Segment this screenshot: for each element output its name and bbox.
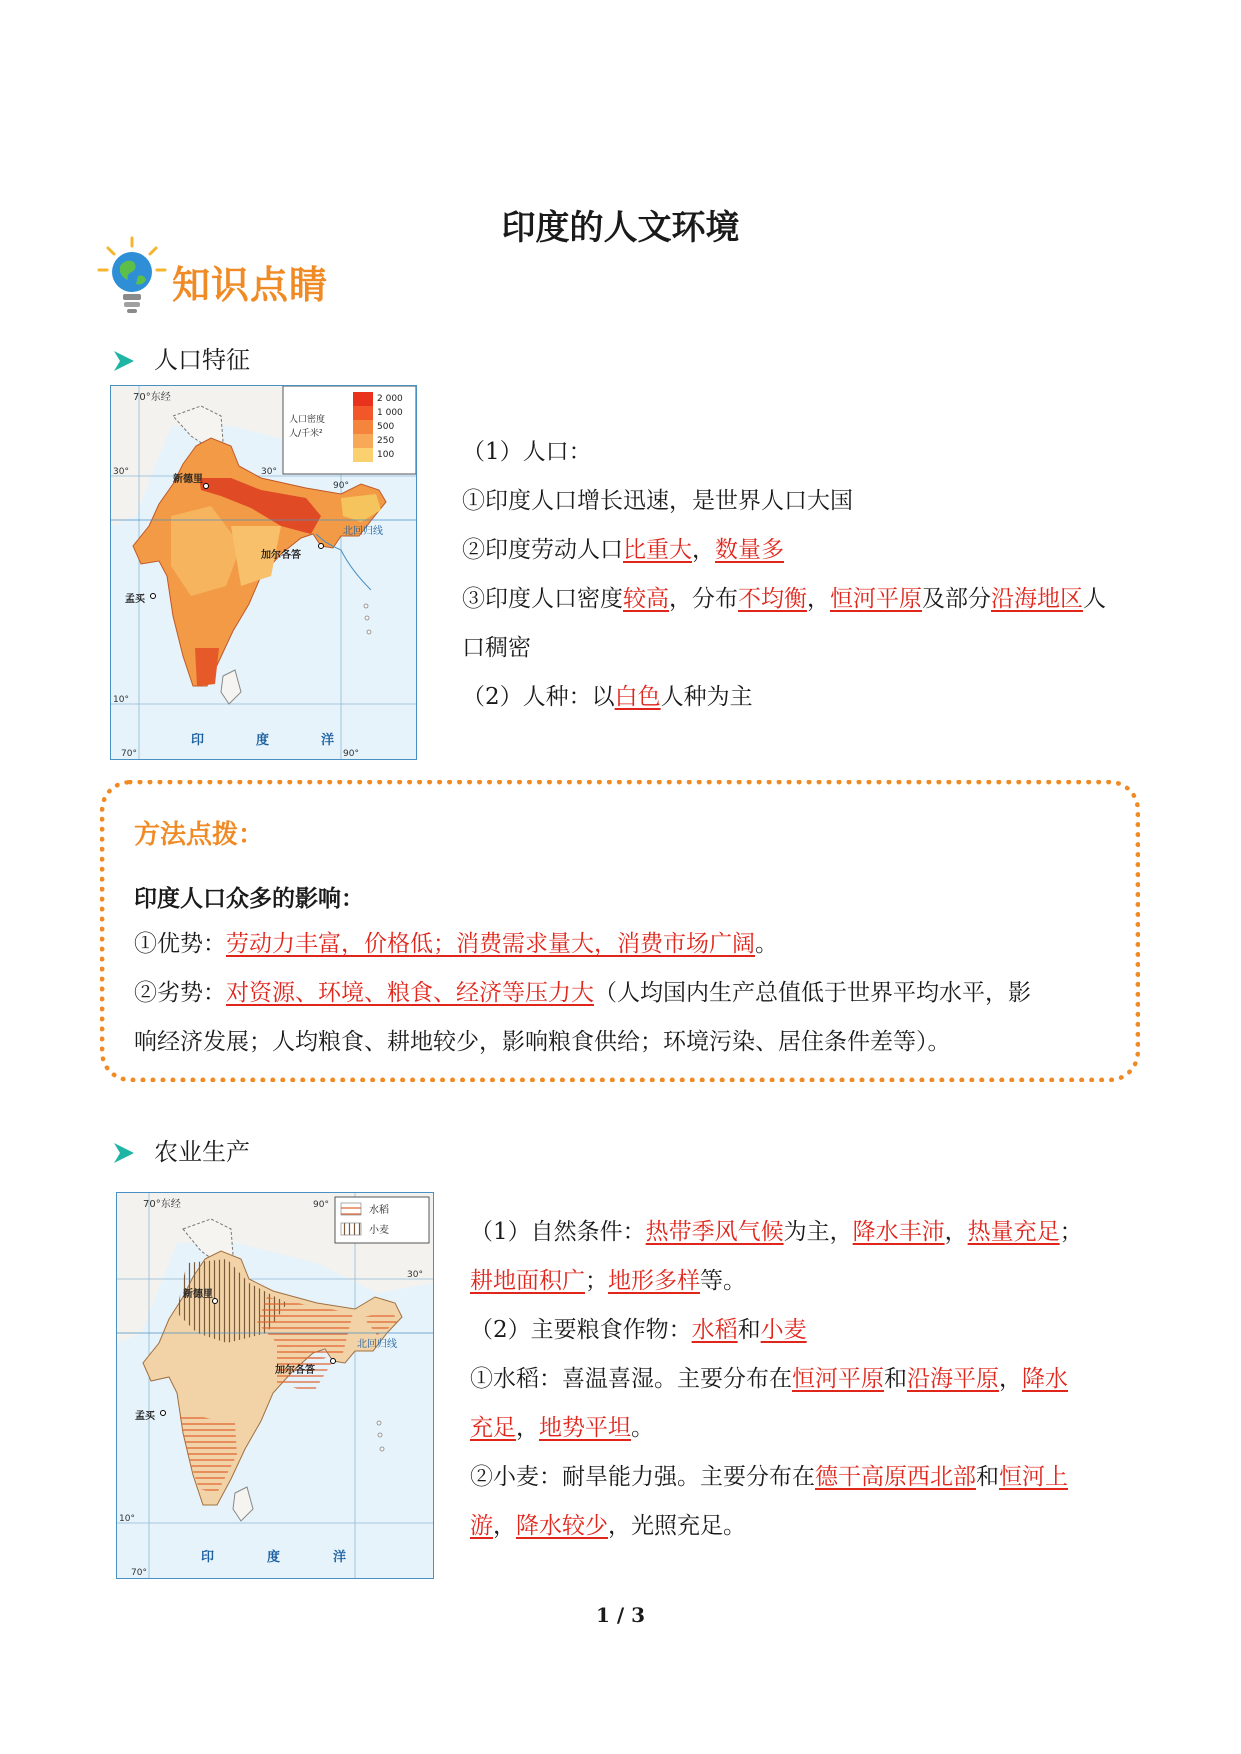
city-delhi: 新德里 xyxy=(173,474,203,485)
page-title: 印度的人文环境 xyxy=(501,208,740,248)
line: ②印度劳动人口比重大，数量多 xyxy=(462,537,784,563)
lon-90-label: 90° xyxy=(313,1200,329,1210)
ocean-char-2: 度 xyxy=(267,1550,281,1565)
arrow-right-icon xyxy=(112,1141,136,1165)
ocean-char-3: 洋 xyxy=(321,733,335,748)
lat-30-label: 30° xyxy=(407,1270,423,1280)
page-number: 1 / 3 xyxy=(595,1603,646,1627)
legend-swatch xyxy=(353,406,373,420)
population-text xyxy=(462,428,1162,722)
line: （2）主要粮食作物：水稻和小麦 xyxy=(470,1317,807,1343)
lat-30-right: 30° xyxy=(261,467,277,477)
tip-title: 方法点拨： xyxy=(134,820,265,850)
lon-70-bottom: 70° xyxy=(121,749,137,759)
tropic-label: 北回归线 xyxy=(357,1339,397,1350)
agriculture-text xyxy=(470,1208,1130,1551)
population-density-map xyxy=(110,385,417,760)
tropic-label: 北回归线 xyxy=(343,526,383,537)
line: 游，降水较少，光照充足。 xyxy=(470,1513,746,1539)
section-title: 农业生产 xyxy=(154,1138,250,1166)
lon-70-label: 70°东经 xyxy=(143,1199,181,1210)
ocean-char-2: 度 xyxy=(256,733,270,748)
lat-10-label: 10° xyxy=(113,695,129,705)
legend-swatch xyxy=(353,420,373,434)
banner-label: 知识点睛 xyxy=(172,263,329,307)
legend-value: 1 000 xyxy=(377,408,403,418)
lon-90-label: 90° xyxy=(333,481,349,491)
tip-line: 响经济发展；人均粮食、耕地较少，影响粮食供给；环境污染、居住条件差等）。 xyxy=(134,1029,951,1055)
line: 充足，地势平坦。 xyxy=(470,1415,654,1441)
lon-90-bottom: 90° xyxy=(343,749,359,759)
knowledge-banner xyxy=(96,236,336,316)
crop-distribution-map xyxy=(116,1192,434,1579)
legend-value: 500 xyxy=(377,422,395,432)
legend-rice: 水稻 xyxy=(369,1205,389,1216)
globe-lightbulb-icon xyxy=(96,236,168,316)
city-mumbai: 孟买 xyxy=(135,1411,155,1422)
line: ①印度人口增长迅速，是世界人口大国 xyxy=(462,488,853,514)
line: 口稠密 xyxy=(462,635,531,661)
city-delhi: 新德里 xyxy=(183,1289,213,1300)
line: （1）人口： xyxy=(462,439,592,465)
section-title: 人口特征 xyxy=(154,346,250,374)
line: ①水稻：喜温喜湿。主要分布在恒河平原和沿海平原，降水 xyxy=(470,1366,1068,1392)
city-kolkata: 加尔各答 xyxy=(261,550,301,561)
tip-body xyxy=(134,920,1124,1067)
ocean-char-3: 洋 xyxy=(333,1550,347,1565)
section-heading-agriculture xyxy=(112,1132,250,1167)
legend-swatch xyxy=(353,392,373,406)
section-heading-population xyxy=(112,340,250,375)
lat-30-left: 30° xyxy=(113,467,129,477)
legend-unit: 人/千米² xyxy=(289,429,323,439)
legend-wheat: 小麦 xyxy=(369,1225,389,1236)
line: ②小麦：耐旱能力强。主要分布在德干高原西北部和恒河上 xyxy=(470,1464,1068,1490)
lon-70-label: 70°东经 xyxy=(133,392,171,403)
lat-10-label: 10° xyxy=(119,1514,135,1524)
legend-swatch xyxy=(353,448,373,462)
ocean-char-1: 印 xyxy=(201,1550,215,1565)
line: ③印度人口密度较高，分布不均衡，恒河平原及部分沿海地区人 xyxy=(462,586,1106,612)
legend-value: 100 xyxy=(377,450,395,460)
tip-line: ①优势：劳动力丰富，价格低；消费需求量大，消费市场广阔。 xyxy=(134,931,778,957)
legend-value: 2 000 xyxy=(377,394,403,404)
arrow-right-icon xyxy=(112,349,136,373)
legend-title: 人口密度 xyxy=(289,415,326,425)
tip-line: ②劣势：对资源、环境、粮食、经济等压力大（人均国内生产总值低于世界平均水平，影 xyxy=(134,980,1031,1006)
ocean-char-1: 印 xyxy=(191,733,205,748)
city-mumbai: 孟买 xyxy=(125,594,145,605)
line: （2）人种：以白色人种为主 xyxy=(462,684,753,710)
city-kolkata: 加尔各答 xyxy=(275,1365,315,1376)
legend-value: 250 xyxy=(377,436,395,446)
legend-swatch xyxy=(353,434,373,448)
lon-70-bottom: 70° xyxy=(131,1568,147,1578)
tip-heading: 印度人口众多的影响： xyxy=(134,885,364,912)
line: （1）自然条件：热带季风气候为主，降水丰沛，热量充足； xyxy=(470,1219,1083,1245)
line: 耕地面积广；地形多样等。 xyxy=(470,1268,746,1294)
